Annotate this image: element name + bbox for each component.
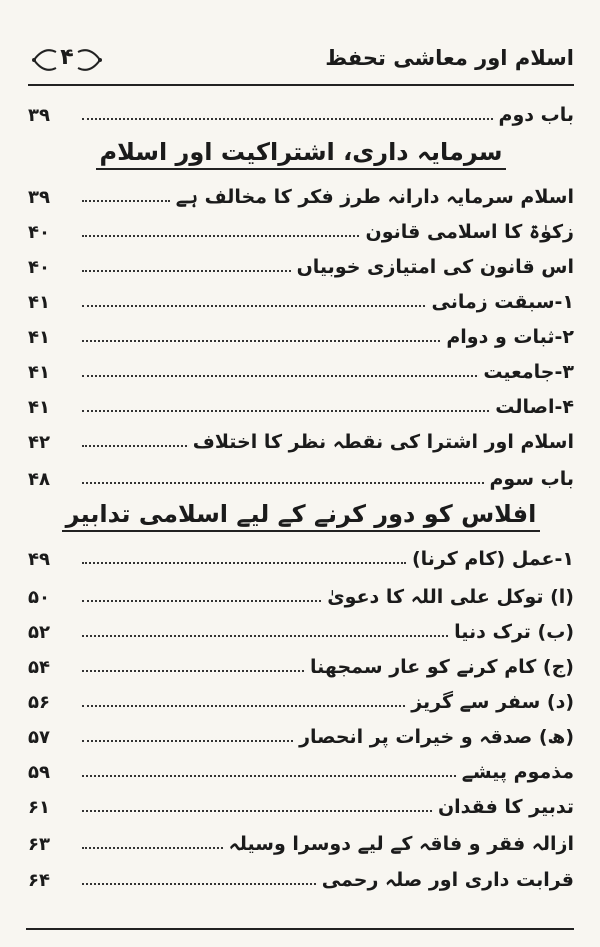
page-header: [28, 40, 574, 86]
toc-entry-label: قرابت داری اور صلہ رحمی: [321, 869, 574, 891]
toc-entry-page: ۵۲: [28, 622, 50, 643]
dot-leader: [82, 599, 321, 602]
toc-entry-label: اس قانون کی امتیازی خوبیاں: [296, 256, 574, 278]
dot-leader: [82, 634, 448, 637]
toc-entry: [28, 646, 574, 680]
toc-entry-label: (د) سفر سے گریز: [411, 691, 574, 713]
toc-entry: [28, 351, 574, 385]
dot-leader: [82, 704, 405, 707]
toc-entry-page: ۴۰: [28, 222, 50, 243]
page-number-ornament: [30, 42, 104, 78]
toc-entry-page: ۵۰: [28, 587, 50, 608]
toc-entry: [28, 576, 574, 610]
toc-entry-label: اسلام اور اشترا کی نقطہ نظر کا اختلاف: [192, 431, 574, 453]
toc-entry-page: ۴۱: [28, 292, 50, 313]
toc-entry-page: ۵۴: [28, 657, 50, 678]
toc-entry-page: ۶۱: [28, 797, 50, 818]
toc-entry: [28, 681, 574, 715]
toc-entry-page: ۴۰: [28, 257, 50, 278]
toc-entry-label: ۱-عمل (کام کرنا): [411, 548, 574, 570]
toc-entry-page: ۴۹: [28, 549, 50, 570]
toc-entry: [28, 94, 574, 128]
bottom-rule: [26, 928, 574, 930]
toc-entry-label: (ھ) صدقہ و خیرات پر انحصار: [299, 726, 574, 748]
toc-entry-page: ۵۶: [28, 692, 50, 713]
toc-entry-page: ۴۱: [28, 327, 50, 348]
toc-entry: [28, 611, 574, 645]
section-heading: [28, 500, 574, 532]
toc-entry-page: ۴۱: [28, 362, 50, 383]
toc-entry: [28, 281, 574, 315]
toc-entry: [28, 538, 574, 572]
toc-entry: [28, 316, 574, 350]
page-number: ۴: [60, 45, 74, 70]
toc-entry-page: ۳۹: [28, 105, 50, 126]
section-heading-text: سرمایہ داری، اشتراکیت اور اسلام: [96, 138, 507, 170]
toc-entry-page: ۶۴: [28, 870, 50, 891]
dot-leader: [82, 444, 187, 447]
dot-leader: [82, 374, 477, 377]
dot-leader: [82, 234, 359, 237]
toc-entry-label: مذموم پیشے: [461, 761, 574, 783]
toc-entry-label: زکوٰۃ کا اسلامی قانون: [365, 221, 574, 243]
dot-leader: [82, 409, 489, 412]
dot-leader: [82, 561, 406, 564]
toc-entry-label: باب دوم: [498, 104, 574, 126]
dot-leader: [82, 846, 223, 849]
toc-entry-page: ۴۲: [28, 432, 50, 453]
dot-leader: [82, 117, 493, 120]
dot-leader: [82, 481, 484, 484]
toc-entry-label: باب سوم: [489, 468, 574, 490]
toc-entry-page: ۵۷: [28, 727, 50, 748]
toc-entry-label: ۴-اصالت: [495, 396, 574, 418]
toc-entry-label: ۲-ثبات و دوام: [446, 326, 574, 348]
toc-entry-label: (ج) کام کرنے کو عار سمجھنا: [310, 656, 574, 678]
toc-entry: [28, 246, 574, 280]
toc-entry: [28, 751, 574, 785]
dot-leader: [82, 739, 293, 742]
dot-leader: [82, 774, 456, 777]
toc-entry-label: اسلام سرمایہ دارانہ طرز فکر کا مخالف ہے: [175, 186, 574, 208]
toc-entry-label: تدبیر کا فقدان: [437, 796, 574, 818]
toc-entry-label: (ب) ترک دنیا: [454, 621, 574, 643]
dot-leader: [82, 882, 316, 885]
section-heading: [28, 138, 574, 170]
dot-leader: [82, 809, 432, 812]
toc-entry-label: (ا) توکل علی اللہ کا دعویٰ: [327, 586, 574, 608]
toc-entry-page: ۴۸: [28, 469, 50, 490]
toc-entry: [28, 786, 574, 820]
toc-entry-page: ۶۳: [28, 834, 50, 855]
toc-entry: [28, 421, 574, 455]
running-title: اسلام اور معاشی تحفظ: [325, 46, 574, 70]
toc-entry: [28, 386, 574, 420]
toc-entry: [28, 211, 574, 245]
toc-entry-page: ۵۹: [28, 762, 50, 783]
dot-leader: [82, 339, 440, 342]
section-heading-text: افلاس کو دور کرنے کے لیے اسلامی تدابیر: [62, 500, 541, 532]
toc-entry-page: ۴۱: [28, 397, 50, 418]
dot-leader: [82, 304, 425, 307]
toc-entry: [28, 716, 574, 750]
toc-entry-label: ۱-سبقت زمانی: [431, 291, 574, 313]
toc-entry: [28, 176, 574, 210]
toc-entry: [28, 823, 574, 857]
toc-entry: [28, 859, 574, 893]
dot-leader: [82, 269, 291, 272]
toc-entry-page: ۳۹: [28, 187, 50, 208]
toc-entry-label: ۳-جامعیت: [483, 361, 574, 383]
dot-leader: [82, 669, 304, 672]
dot-leader: [82, 199, 170, 202]
toc-entry: [28, 458, 574, 492]
toc-entry-label: ازالہ فقر و فاقہ کے لیے دوسرا وسیلہ: [228, 833, 574, 855]
